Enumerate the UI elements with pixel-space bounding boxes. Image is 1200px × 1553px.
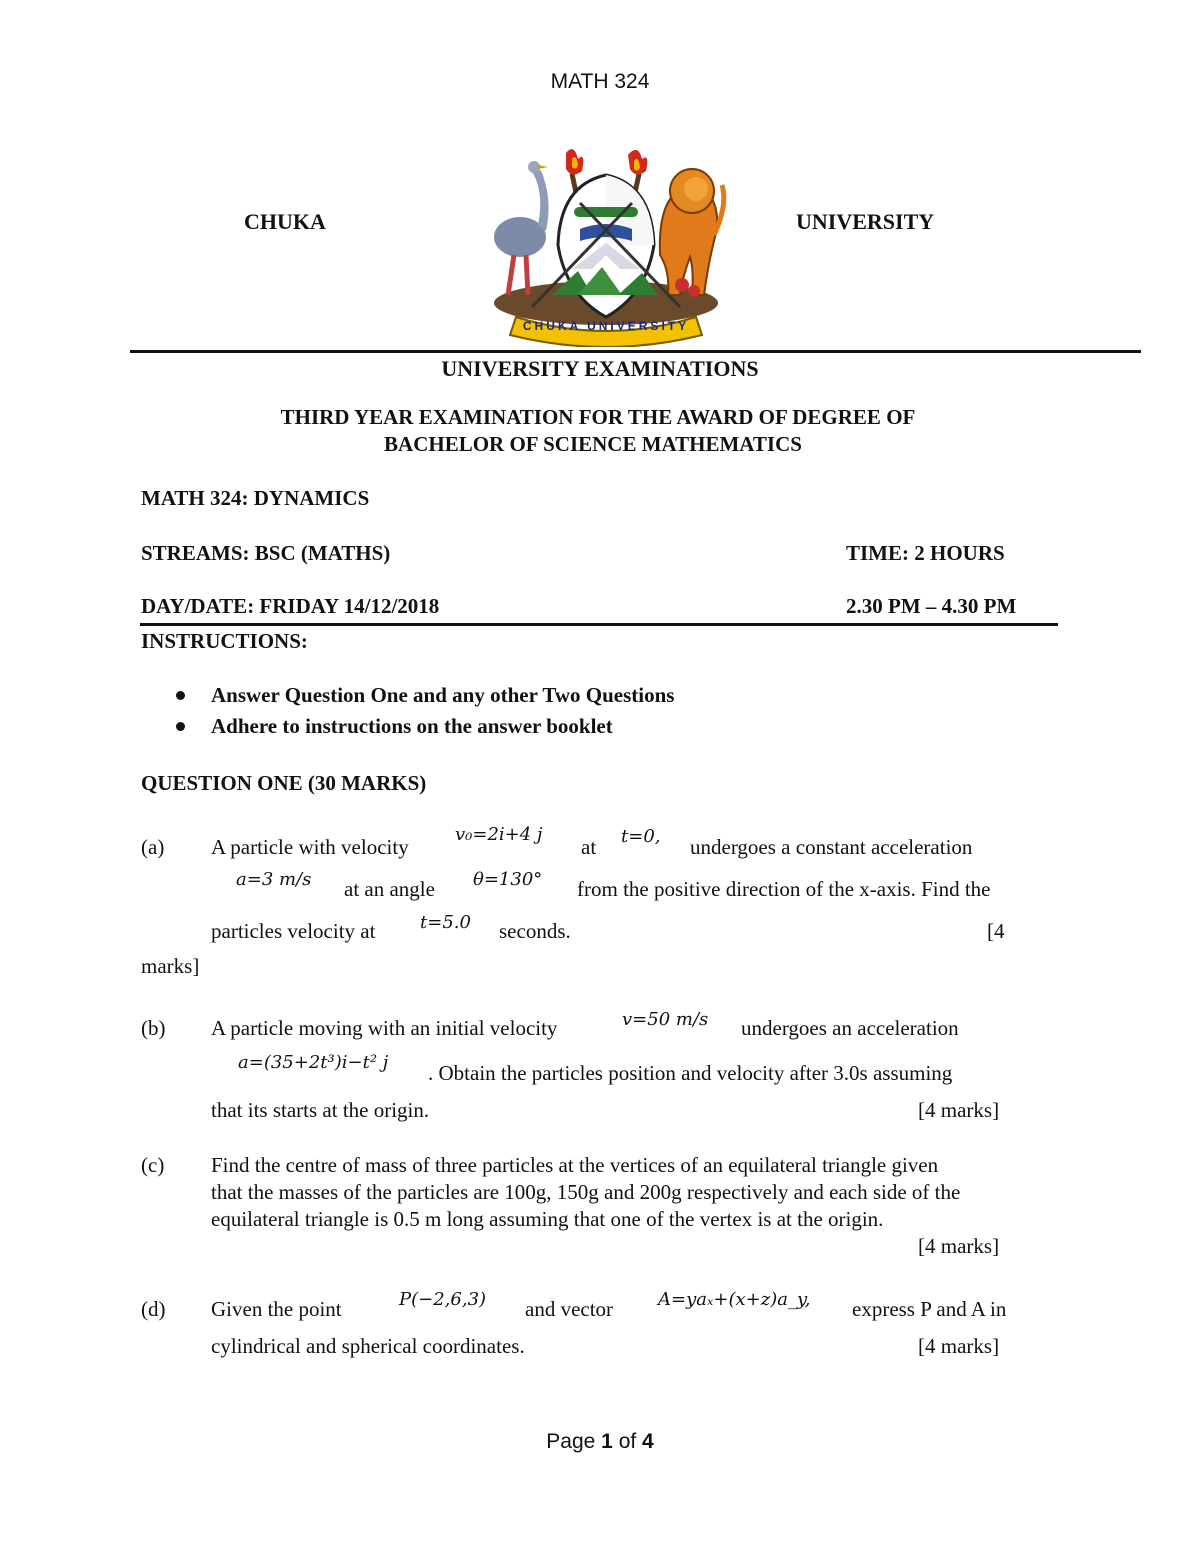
bullet-icon bbox=[176, 691, 185, 700]
award-line-2: BACHELOR OF SCIENCE MATHEMATICS bbox=[384, 432, 802, 456]
institution-right-word: UNIVERSITY bbox=[796, 209, 935, 234]
page-total: 4 bbox=[642, 1430, 654, 1453]
award-line-1: THIRD YEAR EXAMINATION FOR THE AWARD OF DEGREE OF bbox=[280, 405, 916, 429]
page-number: 1 bbox=[601, 1430, 613, 1453]
part-d-math: A=yaₓ+(x+z)a_y, bbox=[658, 1289, 811, 1310]
part-b-math: a=(35+2t³)i−t² j bbox=[238, 1052, 389, 1073]
streams: STREAMS: BSC (MATHS) bbox=[141, 541, 391, 565]
part-d-text: Given the point bbox=[211, 1297, 342, 1321]
part-a-text: A particle with velocity bbox=[211, 835, 409, 859]
instruction-item: Adhere to instructions on the answer booklet bbox=[211, 714, 613, 738]
part-a-math: v₀=2i+4 j bbox=[455, 824, 543, 845]
part-b-text: . Obtain the particles position and velocity after 3.0s assuming bbox=[428, 1061, 953, 1085]
part-a-text: at bbox=[581, 835, 597, 859]
part-d-label: (d) bbox=[141, 1297, 166, 1321]
part-b-label: (b) bbox=[141, 1016, 166, 1040]
part-c-label: (c) bbox=[141, 1153, 165, 1177]
bullet-icon bbox=[176, 722, 185, 731]
part-a-math: θ=130° bbox=[473, 869, 543, 890]
part-a-text: particles velocity at bbox=[211, 919, 376, 943]
part-b-text: undergoes an acceleration bbox=[741, 1016, 959, 1040]
part-a-label: (a) bbox=[141, 835, 165, 859]
instructions-label: INSTRUCTIONS: bbox=[141, 629, 308, 653]
exam-heading: UNIVERSITY EXAMINATIONS bbox=[441, 356, 759, 381]
part-c-marks: [4 marks] bbox=[918, 1234, 1000, 1258]
part-b-marks: [4 marks] bbox=[918, 1098, 1000, 1122]
question-one-title: QUESTION ONE (30 MARKS) bbox=[141, 771, 427, 795]
logo-banner-text: CHUKA UNIVERSITY bbox=[522, 319, 690, 333]
part-a-text: from the positive direction of the x-axis. Find the bbox=[577, 877, 991, 901]
part-a-math: t=5.0 bbox=[420, 912, 471, 933]
part-c-text: equilateral triangle is 0.5 m long assuming that one of the vertex is at the origin. bbox=[211, 1207, 884, 1231]
part-b-text: that its starts at the origin. bbox=[211, 1098, 430, 1122]
part-b-text: A particle moving with an initial velocity bbox=[211, 1016, 558, 1040]
coat-of-arms-icon bbox=[482, 145, 730, 347]
part-a-marks: marks] bbox=[141, 954, 200, 978]
part-c-text: Find the centre of mass of three particles at the vertices of an equilateral triangle given bbox=[211, 1153, 939, 1177]
page-word: Page bbox=[546, 1430, 596, 1453]
part-a-marks: [4 bbox=[987, 919, 1005, 943]
university-logo bbox=[482, 145, 730, 347]
part-a-text: seconds. bbox=[499, 919, 571, 943]
instruction-item: Answer Question One and any other Two Questions bbox=[211, 683, 675, 707]
page-footer bbox=[0, 1430, 1200, 1454]
part-c-text: that the masses of the particles are 100g, 150g and 200g respectively and each side of the bbox=[211, 1180, 961, 1204]
part-d-text: cylindrical and spherical coordinates. bbox=[211, 1334, 525, 1358]
part-b-math: v=50 m/s bbox=[622, 1009, 709, 1030]
info-rule bbox=[140, 623, 1058, 626]
exam-hours: 2.30 PM – 4.30 PM bbox=[846, 594, 1017, 618]
part-d-math: P(−2,6,3) bbox=[399, 1289, 487, 1310]
part-d-marks: [4 marks] bbox=[918, 1334, 1000, 1358]
day-date: DAY/DATE: FRIDAY 14/12/2018 bbox=[141, 594, 440, 618]
part-d-text: and vector bbox=[525, 1297, 614, 1321]
of-word: of bbox=[618, 1430, 637, 1453]
header-rule bbox=[130, 350, 1141, 353]
running-header: MATH 324 bbox=[550, 70, 650, 93]
part-a-math: a=3 m/s bbox=[236, 869, 312, 890]
part-d-text: express P and A in bbox=[852, 1297, 1007, 1321]
institution-left-word: CHUKA bbox=[244, 209, 326, 234]
part-a-text: undergoes a constant acceleration bbox=[690, 835, 973, 859]
part-a-text: at an angle bbox=[344, 877, 435, 901]
exam-time: TIME: 2 HOURS bbox=[846, 541, 1005, 565]
course-title: MATH 324: DYNAMICS bbox=[141, 486, 370, 510]
part-a-math: t=0, bbox=[621, 826, 661, 847]
